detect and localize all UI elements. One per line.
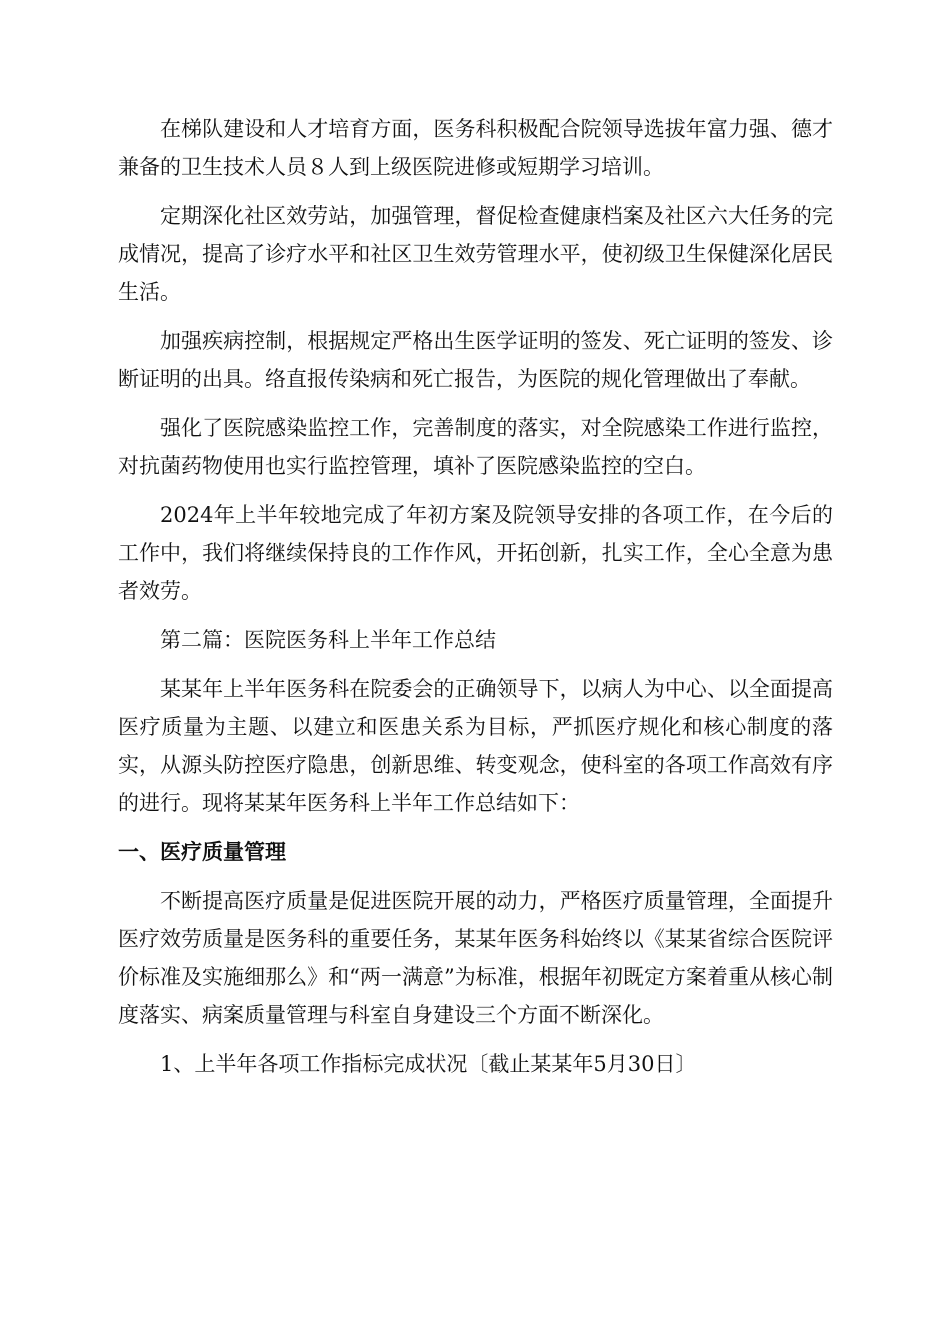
document-body	[118, 110, 833, 1094]
paragraph-talent-training: 在梯队建设和人才培育方面，医务科积极配合院领导选拔年富力强、德才兼备的卫生技术人员８人到上级医院进修或短期学习培训。	[118, 117, 833, 179]
paragraph-infection-monitoring: 强化了医院感染监控工作，完善制度的落实，对全院感染工作进行监控，对抗菌药物使用也实行监控管理，填补了医院感染监控的空白。	[118, 416, 833, 478]
paragraph-second-article-title: 第二篇：医院医务科上半年工作总结	[160, 628, 496, 652]
paragraph-disease-control: 加强疾病控制，根据规定严格出生医学证明的签发、死亡证明的签发、诊断证明的出具。络直报传染病和死亡报告，为医院的规化管理做出了奉献。	[118, 329, 833, 391]
paragraph-quality-management: 不断提高医疗质量是促进医院开展的动力，严格医疗质量管理，全面提升医疗效劳质量是医务科的重要任务，某某年医务科始终以《某某省综合医院评价标准及实施细那么》和“两一满意”为标准，根据年初既定方案着重从核心制度落实、病案质量管理与科室自身建设三个方面不断深化。	[118, 889, 833, 1027]
paragraph-community-station: 定期深化社区效劳站，加强管理，督促检查健康档案及社区六大任务的完成情况，提高了诊疗水平和社区卫生效劳管理水平，使初级卫生保健深化居民生活。	[118, 204, 833, 304]
paragraph-second-article-intro: 某某年上半年医务科在院委会的正确领导下，以病人为中心、以全面提高医疗质量为主题、以建立和医患关系为目标，严抓医疗规化和核心制度的落实，从源头防控医疗隐患，创新思维、转变观念，使科室的各项工作高效有序的进行。现将某某年医务科上半年工作总结如下：	[118, 677, 833, 815]
paragraph-half-year-summary: 2024年上半年较地完成了年初方案及院领导安排的各项工作，在今后的工作中，我们将继续保持良的工作作风，开拓创新，扎实工作，全心全意为患者效劳。	[118, 503, 833, 603]
section-heading-quality-management: 一、医疗质量管理	[118, 840, 286, 864]
paragraph-indicator-status: 1、上半年各项工作指标完成状况〔截止某某年5月30日〕	[160, 1052, 697, 1076]
